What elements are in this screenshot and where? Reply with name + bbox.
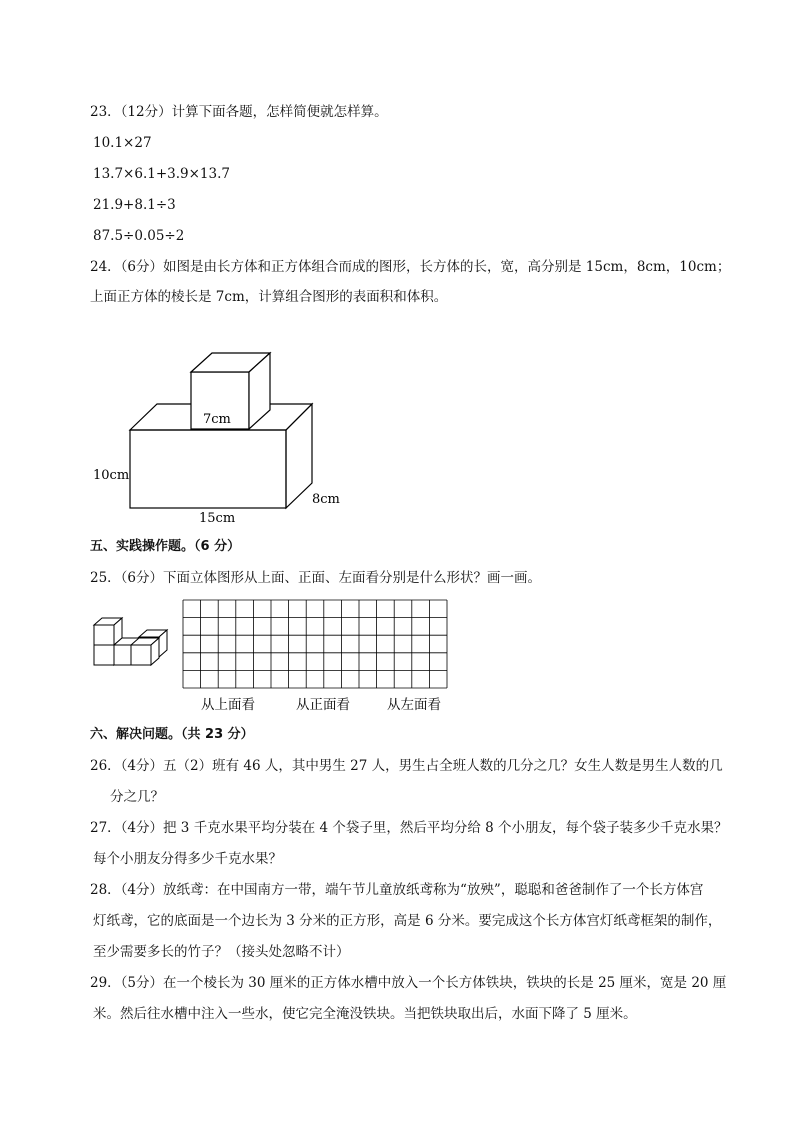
cube-edge-label: 7cm (203, 412, 231, 427)
cuboid-height-label: 10cm (93, 468, 130, 483)
view-label-front: 从正面看 (296, 697, 350, 713)
cuboid-cube-figure (0, 0, 794, 540)
section6-title: 六、解决问题。（共 23 分） (90, 727, 254, 742)
q28-line-2: 灯纸鸢，它的底面是一个边长为 3 分米的正方形，高是 6 分米。要完成这个长方体宫灯纸鸢框架的制作， (93, 913, 722, 929)
q29-line-1: 29．（5分）在一个棱长为 30 厘米的正方体水槽中放入一个长方体铁块，铁块的长是 25 厘米，宽是 20 厘 (90, 975, 727, 991)
q23-stem: 23．（12分）计算下面各题，怎样简便就怎样算。 (90, 104, 388, 120)
q23-item-2: 13.7×6.1+3.9×13.7 (93, 166, 230, 182)
cuboid-right-face (286, 404, 312, 508)
cuboid-width-label: 8cm (312, 492, 340, 507)
cuboid-length-label: 15cm (199, 511, 236, 526)
cube-left-upper-front (94, 625, 114, 645)
q23-item-3: 21.9+8.1÷3 (93, 197, 176, 213)
q29-line-2: 米。然后往水槽中注入一些水，使它完全淹没铁块。当把铁块取出后，水面下降了 5 厘米。 (93, 1006, 637, 1022)
section5-title: 五、实践操作题。（6 分） (90, 539, 241, 554)
drawing-grid (183, 600, 447, 688)
q23-item-4: 87.5÷0.05÷2 (93, 228, 185, 244)
cuboid-front-face (130, 430, 286, 508)
q27-line-1: 27．（4分）把 3 千克水果平均分装在 4 个袋子里，然后平均分给 8 个小朋友，每个袋子装多少千克水果？ (90, 820, 728, 836)
cube-right-front-front (131, 645, 151, 665)
cube-stack-figure (94, 618, 167, 665)
q24-line-1: 24．（6分）如图是由长方体和正方体组合而成的图形，长方体的长，宽，高分别是 15cm，8cm，10cm； (90, 259, 731, 275)
q28-line-3: 至少需要多长的竹子？（接头处忽略不计） (93, 944, 350, 960)
view-label-left: 从左面看 (387, 697, 441, 713)
q24-line-2: 上面正方体的棱长是 7cm，计算组合图形的表面积和体积。 (90, 289, 448, 305)
q28-line-1: 28．（4分）放纸鸢：在中国南方一带，端午节儿童放纸鸢称为“放殃”，聪聪和爸爸制作了一个长方体宫 (90, 882, 704, 898)
view-label-top: 从上面看 (201, 697, 255, 713)
q25-figure (0, 590, 794, 720)
q26-line-1: 26．（4分）五（2）班有 46 人，其中男生 27 人，男生占全班人数的几分之几？女生人数是男生人数的几 (90, 758, 723, 774)
q26-line-2: 分之几？ (110, 789, 164, 805)
q23-item-1: 10.1×27 (93, 135, 152, 151)
cube-left-lower-front (94, 645, 114, 665)
q27-line-2: 每个小朋友分得多少千克水果？ (93, 851, 282, 867)
q25-stem: 25．（6分）下面立体图形从上面、正面、左面看分别是什么形状？画一画。 (90, 570, 542, 586)
